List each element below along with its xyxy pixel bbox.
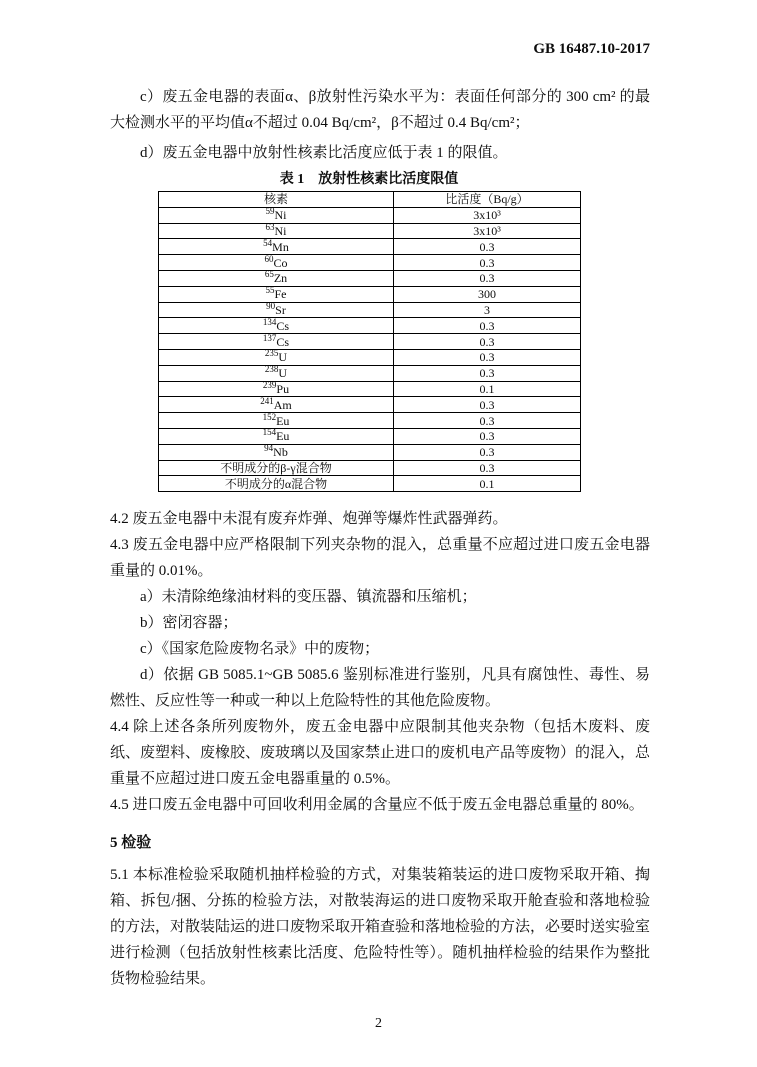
activity-cell: 0.3: [394, 255, 581, 271]
activity-cell: 0.3: [394, 334, 581, 350]
table-row: [159, 207, 581, 223]
table-row: [159, 270, 581, 286]
table-row: [159, 286, 581, 302]
nuclide-cell: $^{154}$Eu: [159, 428, 394, 444]
activity-cell: 300: [394, 286, 581, 302]
nuclide-cell: $^{63}$Ni: [159, 223, 394, 239]
table-header-nuclide: 核素: [159, 192, 394, 208]
activity-cell: 0.3: [394, 349, 581, 365]
table-row: [159, 349, 581, 365]
table-row: [159, 255, 581, 271]
nuclide-activity-table: [158, 191, 581, 492]
activity-cell: 3x10³: [394, 223, 581, 239]
nuclide-cell: 不明成分的β-γ混合物: [159, 460, 394, 476]
clause-4-2: 4.2 废五金电器中未混有废弃炸弹、炮弹等爆炸性武器弹药。: [110, 511, 508, 528]
table-row: [159, 381, 581, 397]
activity-cell: 0.1: [394, 476, 581, 492]
nuclide-cell: $^{54}$Mn: [159, 239, 394, 255]
nuclide-cell: $^{239}$Pu: [159, 381, 394, 397]
nuclide-cell: $^{152}$Eu: [159, 413, 394, 429]
nuclide-cell: $^{94}$Nb: [159, 444, 394, 460]
table-row: [159, 397, 581, 413]
nuclide-cell: $^{59}$Ni: [159, 207, 394, 223]
table-row: [159, 476, 581, 492]
activity-cell: 3: [394, 302, 581, 318]
clause-4-1-item-d: d）废五金电器中放射性核素比活度应低于表 1 的限值。: [140, 145, 508, 161]
activity-cell: 3x10³: [394, 207, 581, 223]
nuclide-cell: $^{55}$Fe: [159, 286, 394, 302]
table-row: [159, 334, 581, 350]
clause-4-3-item-b: b）密闭容器；: [140, 615, 238, 632]
table-header-row: [159, 192, 581, 208]
activity-cell: 0.3: [394, 444, 581, 460]
table-row: [159, 413, 581, 429]
nuclide-cell: $^{65}$Zn: [159, 270, 394, 286]
page-number: 2: [375, 1016, 382, 1031]
activity-cell: 0.3: [394, 428, 581, 444]
clause-4-3: 4.3 废五金电器中应严格限制下列夹杂物的混入，总重量不应超过进口废五金电器重量的 0.01%。: [110, 537, 650, 580]
activity-cell: 0.3: [394, 318, 581, 334]
clause-4-4: 4.4 除上述各条所列废物外，废五金电器中应限制其他夹杂物（包括木废料、废纸、废塑料、废橡胶、废玻璃以及国家禁止进口的废机电产品等废物）的混入，总重量不应超过进口废五金电器重量的 0.5%。: [110, 719, 651, 788]
table-row: [159, 365, 581, 381]
activity-cell: 0.3: [394, 365, 581, 381]
activity-cell: 0.3: [394, 460, 581, 476]
table-row: [159, 444, 581, 460]
clause-4-3-item-a: a）未清除绝缘油材料的变压器、镇流器和压缩机；: [140, 589, 477, 606]
nuclide-cell: $^{90}$Sr: [159, 302, 394, 318]
activity-cell: 0.3: [394, 239, 581, 255]
nuclide-cell: 不明成分的α混合物: [159, 476, 394, 492]
nuclide-cell: $^{134}$Cs: [159, 318, 394, 334]
table-row: [159, 318, 581, 334]
table-row: [159, 239, 581, 255]
section-5-heading: 5 检验: [110, 835, 152, 852]
activity-cell: 0.3: [394, 270, 581, 286]
table-1-caption: 表 1 放射性核素比活度限值: [279, 172, 459, 187]
table-header-activity: 比活度（Bq/g）: [394, 192, 581, 208]
nuclide-cell: $^{238}$U: [159, 365, 394, 381]
activity-cell: 0.3: [394, 413, 581, 429]
standard-code-header: GB 16487.10-2017: [533, 41, 650, 57]
nuclide-cell: $^{241}$Am: [159, 397, 394, 413]
table-row: [159, 460, 581, 476]
nuclide-cell: $^{137}$Cs: [159, 334, 394, 350]
activity-cell: 0.1: [394, 381, 581, 397]
activity-cell: 0.3: [394, 397, 581, 413]
clause-5-1: 5.1 本标准检验采取随机抽样检验的方式，对集装箱装运的进口废物采取开箱、掏箱、拆包/捆、分拣的检验方法，对散装海运的进口废物采取开舱查验和落地检验的方法，对散装陆运的进口废物采取开箱查验和落地检验的方法，必要时送实验室进行检测（包括放射性核素比活度、危险特性等）。随机抽样检验的结果作为整批货物检验结果。: [110, 867, 651, 988]
clause-4-3-item-d: d）依据 GB 5085.1~GB 5085.6 鉴别标准进行鉴别，凡具有腐蚀性、毒性、易燃性、反应性等一种或一种以上危险特性的其他危险废物。: [110, 667, 650, 710]
nuclide-cell: $^{60}$Co: [159, 255, 394, 271]
clause-4-1-item-c: c）废五金电器的表面α、β放射性污染水平为：表面任何部分的 300 cm² 的最大检测水平的平均值α不超过 0.04 Bq/cm²，β不超过 0.4 Bq/cm²；: [110, 89, 650, 131]
nuclide-cell: $^{235}$U: [159, 349, 394, 365]
clause-4-5: 4.5 进口废五金电器中可回收利用金属的含量应不低于废五金电器总重量的 80%。: [110, 797, 644, 814]
table-row: [159, 223, 581, 239]
table-row: [159, 302, 581, 318]
table-row: [159, 428, 581, 444]
nuclide-table-body: [159, 207, 581, 491]
clause-4-3-item-c: c）《国家危险废物名录》中的废物；: [140, 641, 380, 658]
